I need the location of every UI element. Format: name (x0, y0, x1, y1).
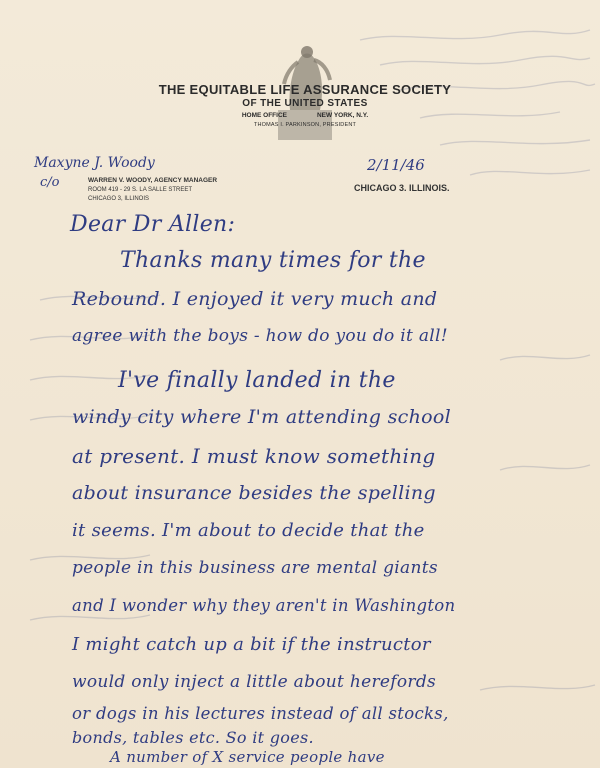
home-office-row (155, 112, 455, 119)
letter-line: people in this business are mental giants (72, 558, 438, 578)
letter-line: agree with the boys - how do you do it all! (72, 326, 448, 346)
letter-line: it seems. I'm about to decide that the (72, 520, 425, 541)
salutation: Dear Dr Allen: (70, 212, 236, 237)
letter-line: at present. I must know something (72, 444, 436, 468)
letterhead (155, 82, 455, 128)
letter-line: about insurance besides the spelling (72, 482, 436, 504)
letter-line: would only inject a little about herefords (72, 672, 437, 692)
company-subtitle: OF THE UNITED STATES (242, 98, 368, 109)
letter-line: Rebound. I enjoyed it very much and (72, 288, 438, 310)
letter-line: Thanks many times for the (120, 248, 426, 273)
letter-line: and I wonder why they aren't in Washington (72, 596, 456, 615)
agency-room: ROOM 419 - 29 S. LA SALLE STREET (88, 186, 193, 193)
agency-city: CHICAGO 3, ILLINOIS (88, 196, 150, 202)
president-line: THOMAS I. PARKINSON, PRESIDENT (253, 122, 357, 128)
letter-line: I might catch up a bit if the instructor (72, 634, 431, 655)
letter-line: or dogs in his lectures instead of all stocks, (72, 704, 449, 723)
letter-line: windy city where I'm attending school (72, 406, 451, 428)
handwritten-signature: Maxyne J. Woody (34, 155, 155, 171)
home-office-location: NEW YORK, N.Y. (316, 112, 369, 119)
handwritten-date: 2/11/46 (367, 156, 425, 174)
office-city: CHICAGO 3. ILLINOIS. (354, 183, 450, 193)
care-of-note: c/o (40, 175, 60, 190)
company-name: THE EQUITABLE LIFE ASSURANCE SOCIETY (158, 82, 452, 97)
agency-block (88, 176, 217, 205)
letter-line: A number of X service people have (110, 748, 385, 766)
letter-line: bonds, tables etc. So it goes. (72, 728, 314, 747)
letter-line: I've finally landed in the (118, 368, 396, 393)
home-office-label: HOME OFFICE (241, 112, 287, 119)
agency-manager: WARREN V. WOODY, AGENCY MANAGER (88, 177, 218, 184)
